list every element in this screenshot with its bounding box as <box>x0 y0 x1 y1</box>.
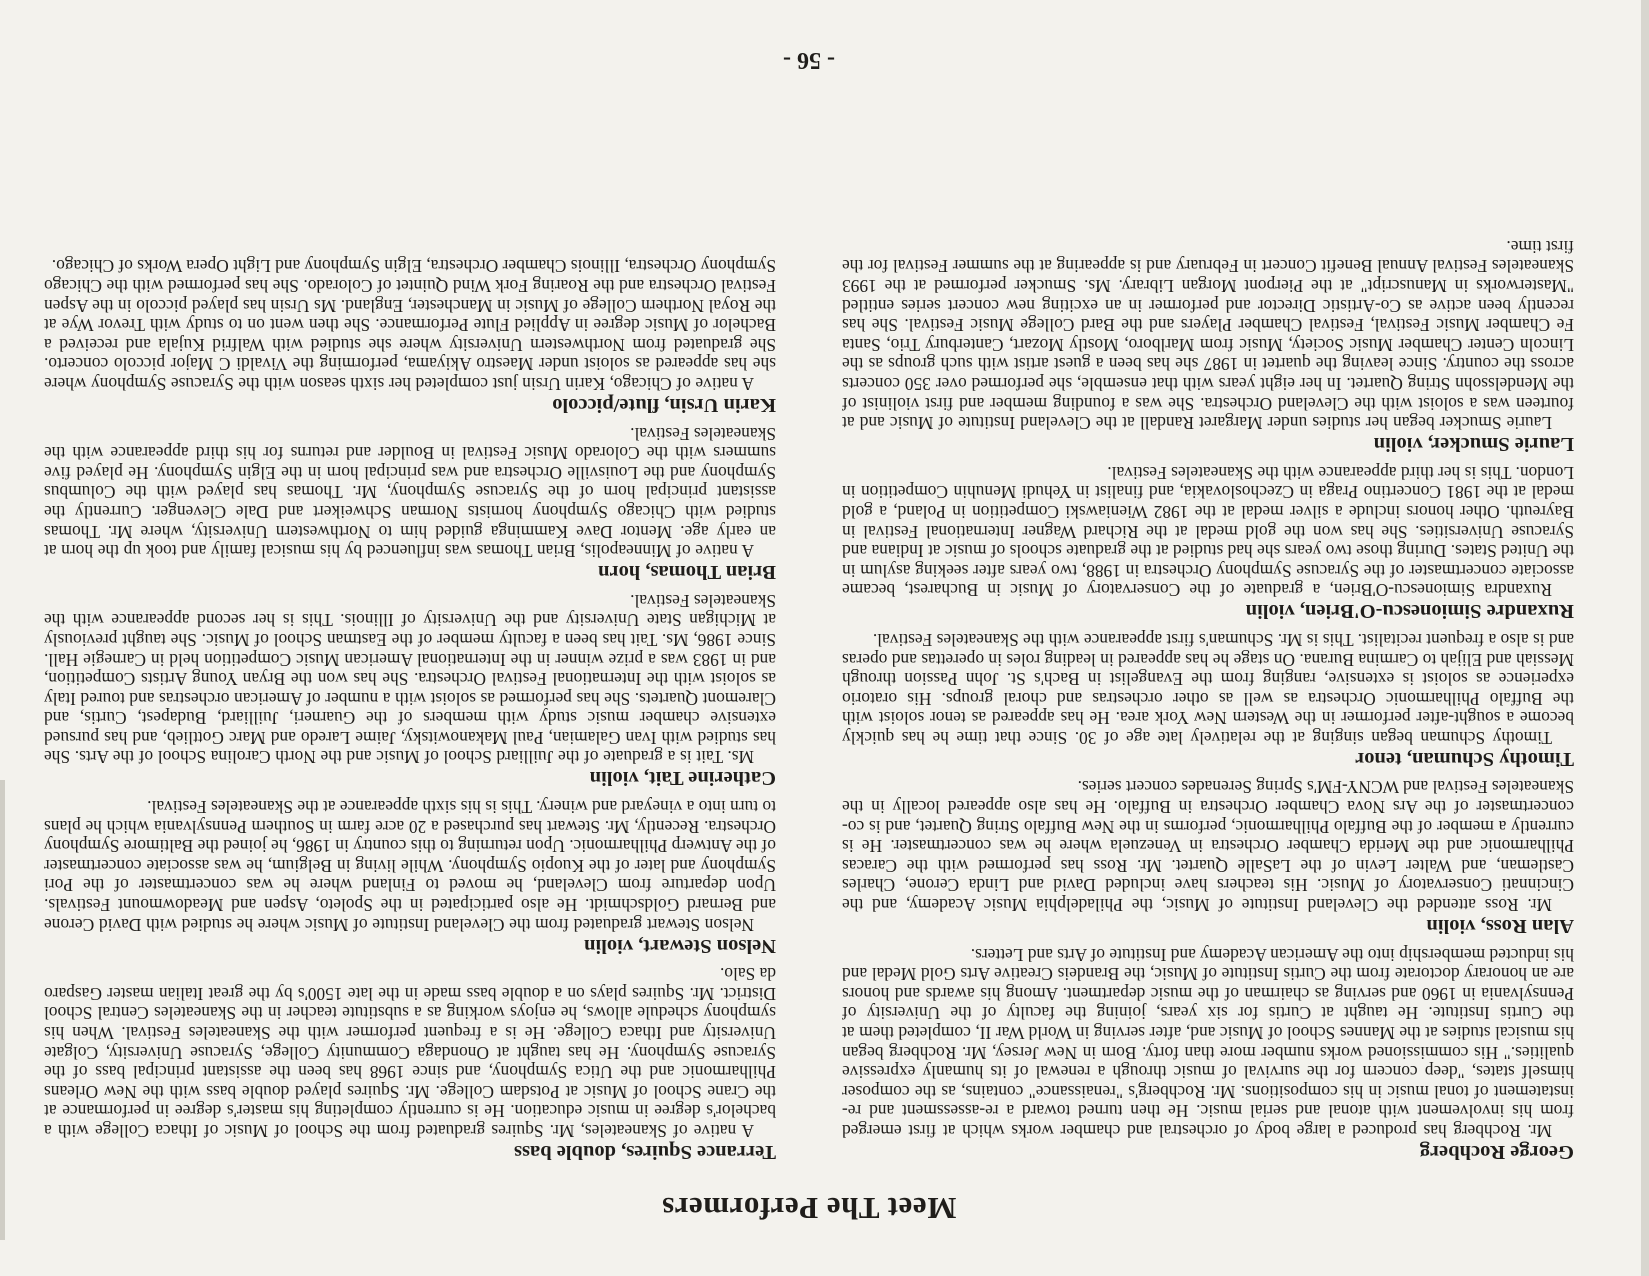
two-column-layout <box>44 124 1574 1164</box>
performer-name: Ruxandre Simionescu-O'Brien, violin <box>1245 600 1574 623</box>
left-column <box>842 124 1574 1164</box>
right-column <box>44 124 776 1164</box>
performer-name: Alan Ross, violin <box>1426 915 1574 938</box>
performer-name: Nelson Stewart, violin <box>584 934 776 957</box>
performer-bio <box>842 944 1574 1164</box>
performer-text: Ruxandra Simionescu-O'Brien, a graduate of the Conservatory of Music in Bucharest, became associate concertmaster of the Syracuse Symphony Orchestra in 1988, two years after seeking asylum in the United States. During those two years she had studied at the graduate schools of music at Indiana and Syracuse Universities. She has won the gold medal at the Richard Wagner International Festival in Bayreuth. Other honors include a silver medal at the 1982 Wieniawski Competition in Poland, a gold medal at the 1981 Concertino Praga in Czechoslovakia, and finalist in Yehudi Menuhin Competition in London. This is her third appearance with the Skaneateles Festival. <box>842 462 1574 601</box>
page-number: - 56 - <box>783 47 835 73</box>
performer-bio <box>44 964 776 1164</box>
performer-name: Catherine Tait, violin <box>589 767 776 790</box>
performer-text: Timothy Schuman began singing at the relatively late age of 30. Since that time he has quickly become a sought-after performer in the Western New York area. He has appeared as tenor soloist with the Buffalo Philharmonic Orchestra as well as other orchestras and choral groups. His oratorio experience as soloist is extensive, ranging from the Evangelist in Bach's St. John Passion through Messiah and Elijah to Carmina Burana. On stage he has appeared in leading roles in operettas and operas and is also a frequent recitalist. This is Mr. Schuman's first appearance with the Skaneateles Festival. <box>842 629 1574 748</box>
performer-text: Mr. Ross attended the Cleveland Institute of Music, the Philadelphia Music Academy, and the Cincinnati Conservatory of Music. His teachers have included David and Linda Cerone, Charles Castleman, and Walter Levin of the LaSalle Quartet. Mr. Ross has performed with the Caracas Philharmonic and the Merida Chamber Orchestra in Venezuela where he was concertmaster. He is currently a member of the Buffalo Philharmonic, performs in the New Buffalo String Quartet, and is co-concertmaster of the Ars Nova Chamber Orchestra in Buffalo. He has also appeared locally in the Skaneateles Festival and WCNY-FM's Spring Serenades concert series. <box>842 777 1574 916</box>
page-edge-shadow <box>1641 0 1649 1276</box>
performer-name: Karin Ursin, flute/piccolo <box>552 394 776 416</box>
performer-text: Ms. Tait is a graduate of the Juilliard School of Music and the North Carolina School of the Arts. She has studied with Ivan Galamian, Paul Makanowitsky, Jaime Laredo and Marc Gottlieb, and has pursued extensive chamber music study with members of the Guarneri, Juilliard, Budapest, Curtis, and Claremont Quartets. She has performed as soloist with a number of American orchestras and toured Italy as soloist with the International Festival Orchestra. She has won the Bryan Young Artists Competition, and in 1983 was a prize winner in the International American Music Competition held in Carnegie Hall. Since 1986, Ms. Tait has been a faculty member of the Eastman School of Music. She taught previously at Michigan State University and the University of Illinois. This is her second appearance with the Skaneateles Festival. <box>44 590 776 768</box>
performer-name: Terrance Squires, double bass <box>514 1141 776 1163</box>
performer-name: George Rochberg <box>1419 1141 1574 1163</box>
performer-name: Brian Thomas, horn <box>598 561 776 584</box>
performer-text: Nelson Stewart graduated from the Cleveland Institute of Music where he studied with David Cerone and Bernard Goldschmidt. He also participated in the Spoleto, Aspen and Meadowmount Festivals. Upon departure from Cleveland, he moved to Finland where he was concertmaster of the Pori Symphony and later of the Kuopio Symphony. While living in Belgium, he was associate concertmaster of the Antwerp Philharmonic. Upon returning to this country in 1986, he joined the Baltimore Symphony Orchestra. Recently, Mr. Stewart has purchased a 20 acre farm in Southern Pennsylvania which he plans to turn into a vineyard and winery. This is his sixth appearance at the Skaneateles Festival. <box>44 797 776 935</box>
page-heading: Meet The Performers <box>661 1191 957 1226</box>
performer-text: A native of Chicago, Karin Ursin just completed her sixth season with the Syracuse Symphony where she has appeared as soloist under Maestro Akiyama, performing the Vivaldi C Major piccolo concerto. She graduated from Northwestern University where she studied with Walfrid Kujala and received a Bachelor of Music degree in Applied Flute Performance. She then went on to study with Trevor Wye at the Royal Northern College of Music in Manchester, England. Ms Ursin has played piccolo in the Aspen Festival Orchestra and the Roaring Fork Wind Quintet of Colorado. She has performed with the Chicago Symphony Orchestra, Illinois Chamber Orchestra, Elgin Symphony and Light Opera Works of Chicago. <box>44 256 776 394</box>
performer-text: Mr. Rochberg has produced a large body of orchestral and chamber works which at first emerged from his involvement with atonal and serial music. He then turned toward a re-assessment and re-instatement of tonal music in his compositions. Mr. Rochberg's "renaissance" contains, as the composer himself states, "deep concern for the survival of music through a renewal of its humanly expressive qualities." His commissioned works number more than forty. Born in New Jersey, Mr. Rochberg began his musical studies at the Mannes School of Music and, after serving in World War II, completed them at the Curtis Institute. He taught at Curtis for six years, joining the faculty of the University of Pennsylvania in 1960 and serving as chairman of the music department. Among his awards and honors are an honorary doctorate from the Curtis Institute of Music, the Brandeis Creative Arts Gold Medal and his inducted membership into the American Academy and Institute of Arts and Letters. <box>842 944 1574 1141</box>
performer-bio <box>842 629 1574 771</box>
binding-edge-shadow <box>0 780 5 1240</box>
performer-name: Laurie Smucker, violin <box>1373 433 1574 456</box>
performer-bio <box>44 423 776 584</box>
performer-bio <box>842 236 1574 456</box>
performer-name: Timothy Schuman, tenor <box>1355 747 1574 770</box>
performer-text: Laurie Smucker began her studies under Margaret Randall at the Cleveland Institute of Music and at fourteen was a soloist with the Cleveland Orchestra. She was a founding member and first violinist of the Mendelssohn String Quartet. In her eight years with that ensemble, she performed over 350 concerts across the country. Since leaving the quartet in 1987 she has been a guest artist with such groups as the Lincoln Center Chamber Music Society, Music from Marlboro, Mostly Mozart, Canterbury Trio, Santa Fe Chamber Music Festival, Festival Chamber Players and the Bard College Music Festival. She has recently been active as Co-Artistic Director and performer in an exciting new concert series entitled "Masterworks in Manuscript" at the Pierpont Morgan Library. Ms. Smucker performed at the 1993 Skaneateles Festival Annual Benefit Concert in February and is appearing at the summer Festival for the first time. <box>842 236 1574 434</box>
performer-bio <box>44 797 776 958</box>
performer-text: A native of Minneapolis, Brian Thomas was influenced by his musical family and took up the horn at an early age. Mentor Dave Kamminga guided him to Northwestern University, where Mr. Thomas studied with Chicago Symphony hornists Norman Schweikert and Dale Clevenger. Currently the assistant principal horn of the Syracuse Symphony, Mr. Thomas has played with the Columbus Symphony and the Louisville Orchestra and was principal horn in the Elgin Symphony. He played five summers with the Colorado Music Festival in Boulder and returns for his third appearance with the Skaneateles Festival. <box>44 423 776 562</box>
performer-bio <box>842 462 1574 623</box>
performer-bio <box>44 256 776 417</box>
performer-bio <box>44 590 776 790</box>
page-body <box>44 26 1574 1226</box>
performer-bio <box>842 777 1574 938</box>
performer-text: A native of Skaneateles, Mr. Squires graduated from the School of Music of Ithaca College with a bachelor's degree in music education. He is currently completing his master's degree in performance at the Crane School of Music at Potsdam College. Mr. Squires played double bass with the New Orleans Philharmonic and the Utica Symphony, and since 1968 has been the assistant principal bass of the Syracuse Symphony. He has taught at Onondaga Community College, Syracuse University, Colgate University and Ithaca College. He is a frequent performer with the Skaneateles Festival. When his symphony schedule allows, he enjoys working as a substitute teacher in the Skaneateles Central School District. Mr. Squires plays on a double bass made in the late 1500's by the great Italian master Gasparo da Salo. <box>44 964 776 1141</box>
